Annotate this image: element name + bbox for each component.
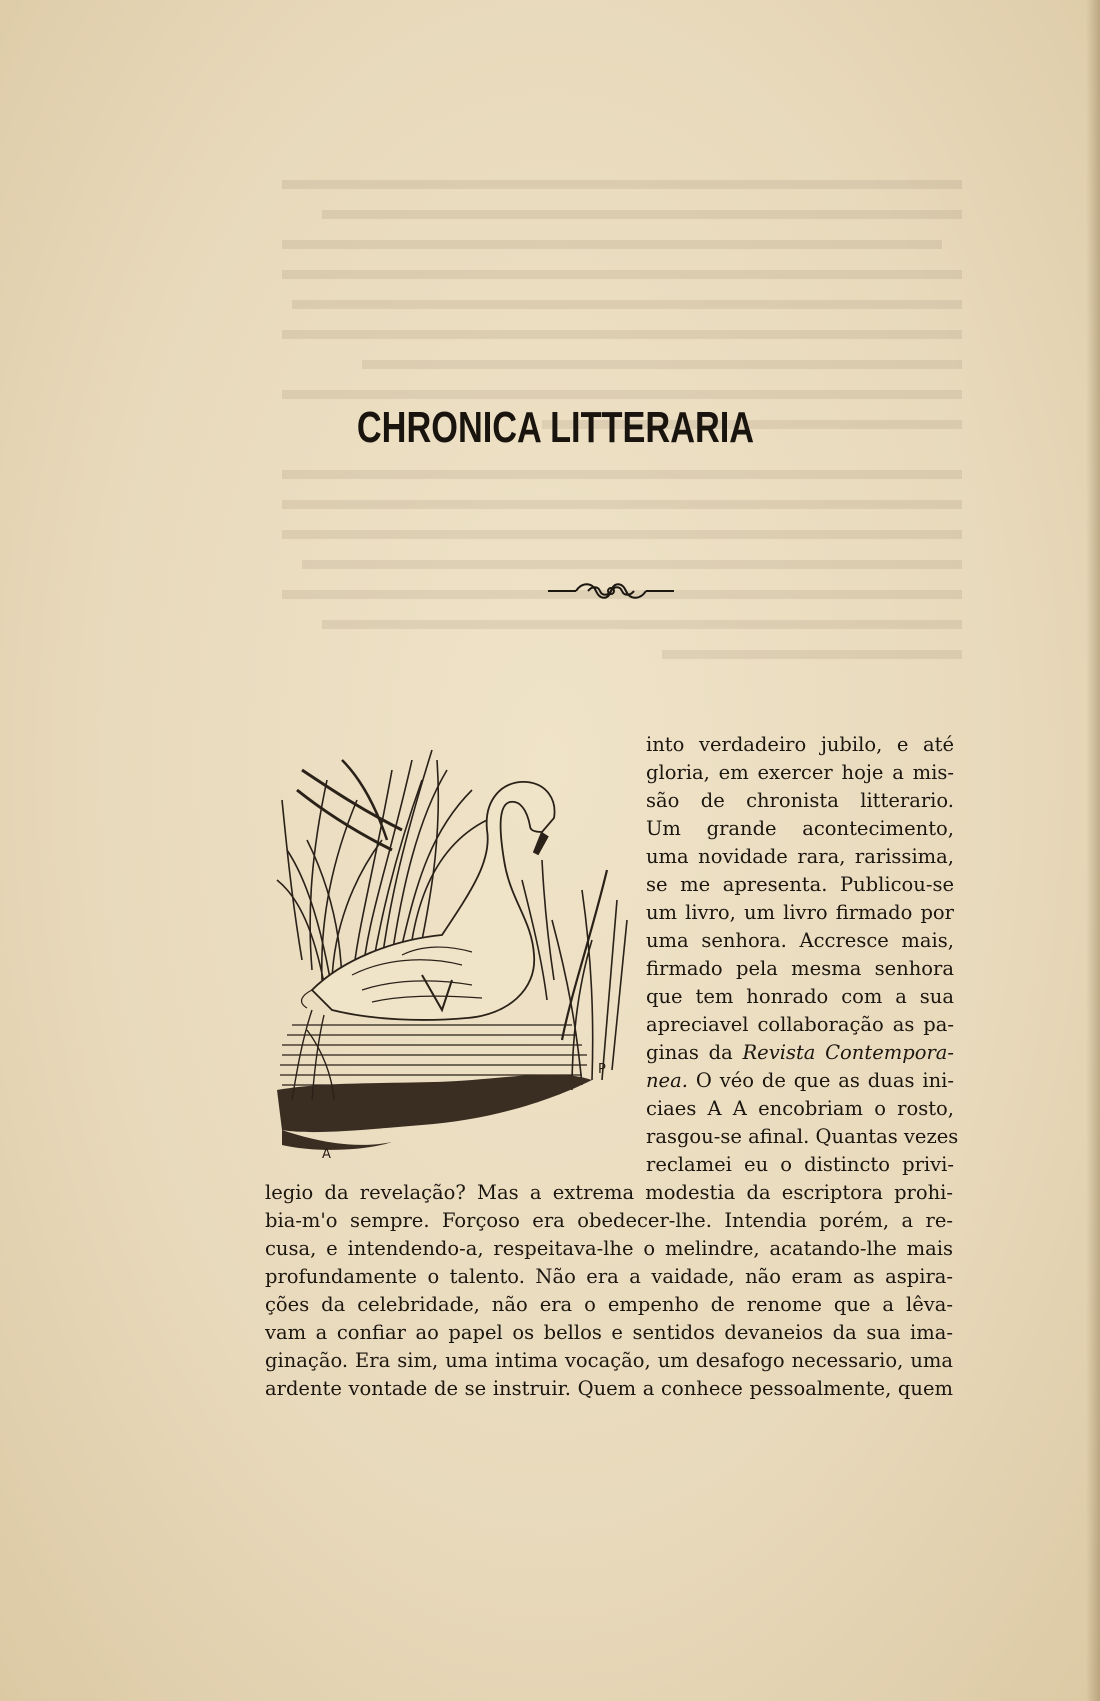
page-title: CHRONICA LITTERARIA <box>356 403 755 452</box>
text-line: apreciavel collaboração as pa- <box>646 1013 954 1036</box>
italic-title: Revista Contempora- <box>742 1041 954 1064</box>
text-line: legio da revelação? Mas a extrema modestia da escriptora prohi- <box>265 1181 953 1204</box>
text-line: são de chronista litterario. <box>646 789 954 812</box>
illustration-signature-right: P <box>598 1062 606 1077</box>
text-line: gloria, em exercer hoje a mis- <box>646 761 954 784</box>
text-line: cusa, e intendendo-a, respeitava-lhe o melindre, acatando-lhe mais <box>265 1237 953 1260</box>
text-line: reclamei eu o distincto privi- <box>646 1153 954 1176</box>
text-line <box>646 1067 954 1095</box>
text-line: uma senhora. Accresce mais, <box>646 929 954 952</box>
page-edge-shadow <box>1086 0 1100 1701</box>
text-line: um livro, um livro firmado por <box>646 901 954 924</box>
text-line: into verdadeiro jubilo, e até <box>646 733 954 756</box>
text-line: firmado pela mesma senhora <box>646 957 954 980</box>
text-line: se me apresenta. Publicou-se <box>646 873 954 896</box>
text-line: ções da celebridade, não era o empenho de renome que a lêva- <box>265 1293 953 1316</box>
text-line: Um grande acontecimento, <box>646 817 954 840</box>
text-line: uma novidade rara, rarissima, <box>646 845 954 868</box>
text-line: bia-m'o sempre. Forçoso era obedecer-lhe. Intendia porém, a re- <box>265 1209 953 1232</box>
text-line: que tem honrado com a sua <box>646 985 954 1008</box>
decorative-scroll-ornament-icon <box>548 578 674 604</box>
text-line: ciaes A A encobriam o rosto, <box>646 1097 954 1120</box>
text-line: rasgou-se afinal. Quantas vezes <box>646 1125 959 1148</box>
text-line: profundamente o talento. Não era a vaidade, não eram as aspira- <box>265 1265 953 1288</box>
text-line <box>646 1039 954 1067</box>
text-span: ginas da <box>646 1041 743 1064</box>
swan-engraving-icon <box>272 740 630 1160</box>
text-line: ardente vontade de se instruir. Quem a conhece pessoalmente, quem <box>265 1377 953 1400</box>
text-line: vam a confiar ao papel os bellos e sentidos devaneios da sua ima- <box>265 1321 953 1344</box>
text-line: ginação. Era sim, uma intima vocação, um desafogo necessario, uma <box>265 1349 953 1372</box>
italic-title: nea. <box>646 1069 688 1092</box>
illustration-signature-left: A <box>322 1147 331 1162</box>
text-span: O véo de que as duas ini- <box>687 1069 954 1092</box>
